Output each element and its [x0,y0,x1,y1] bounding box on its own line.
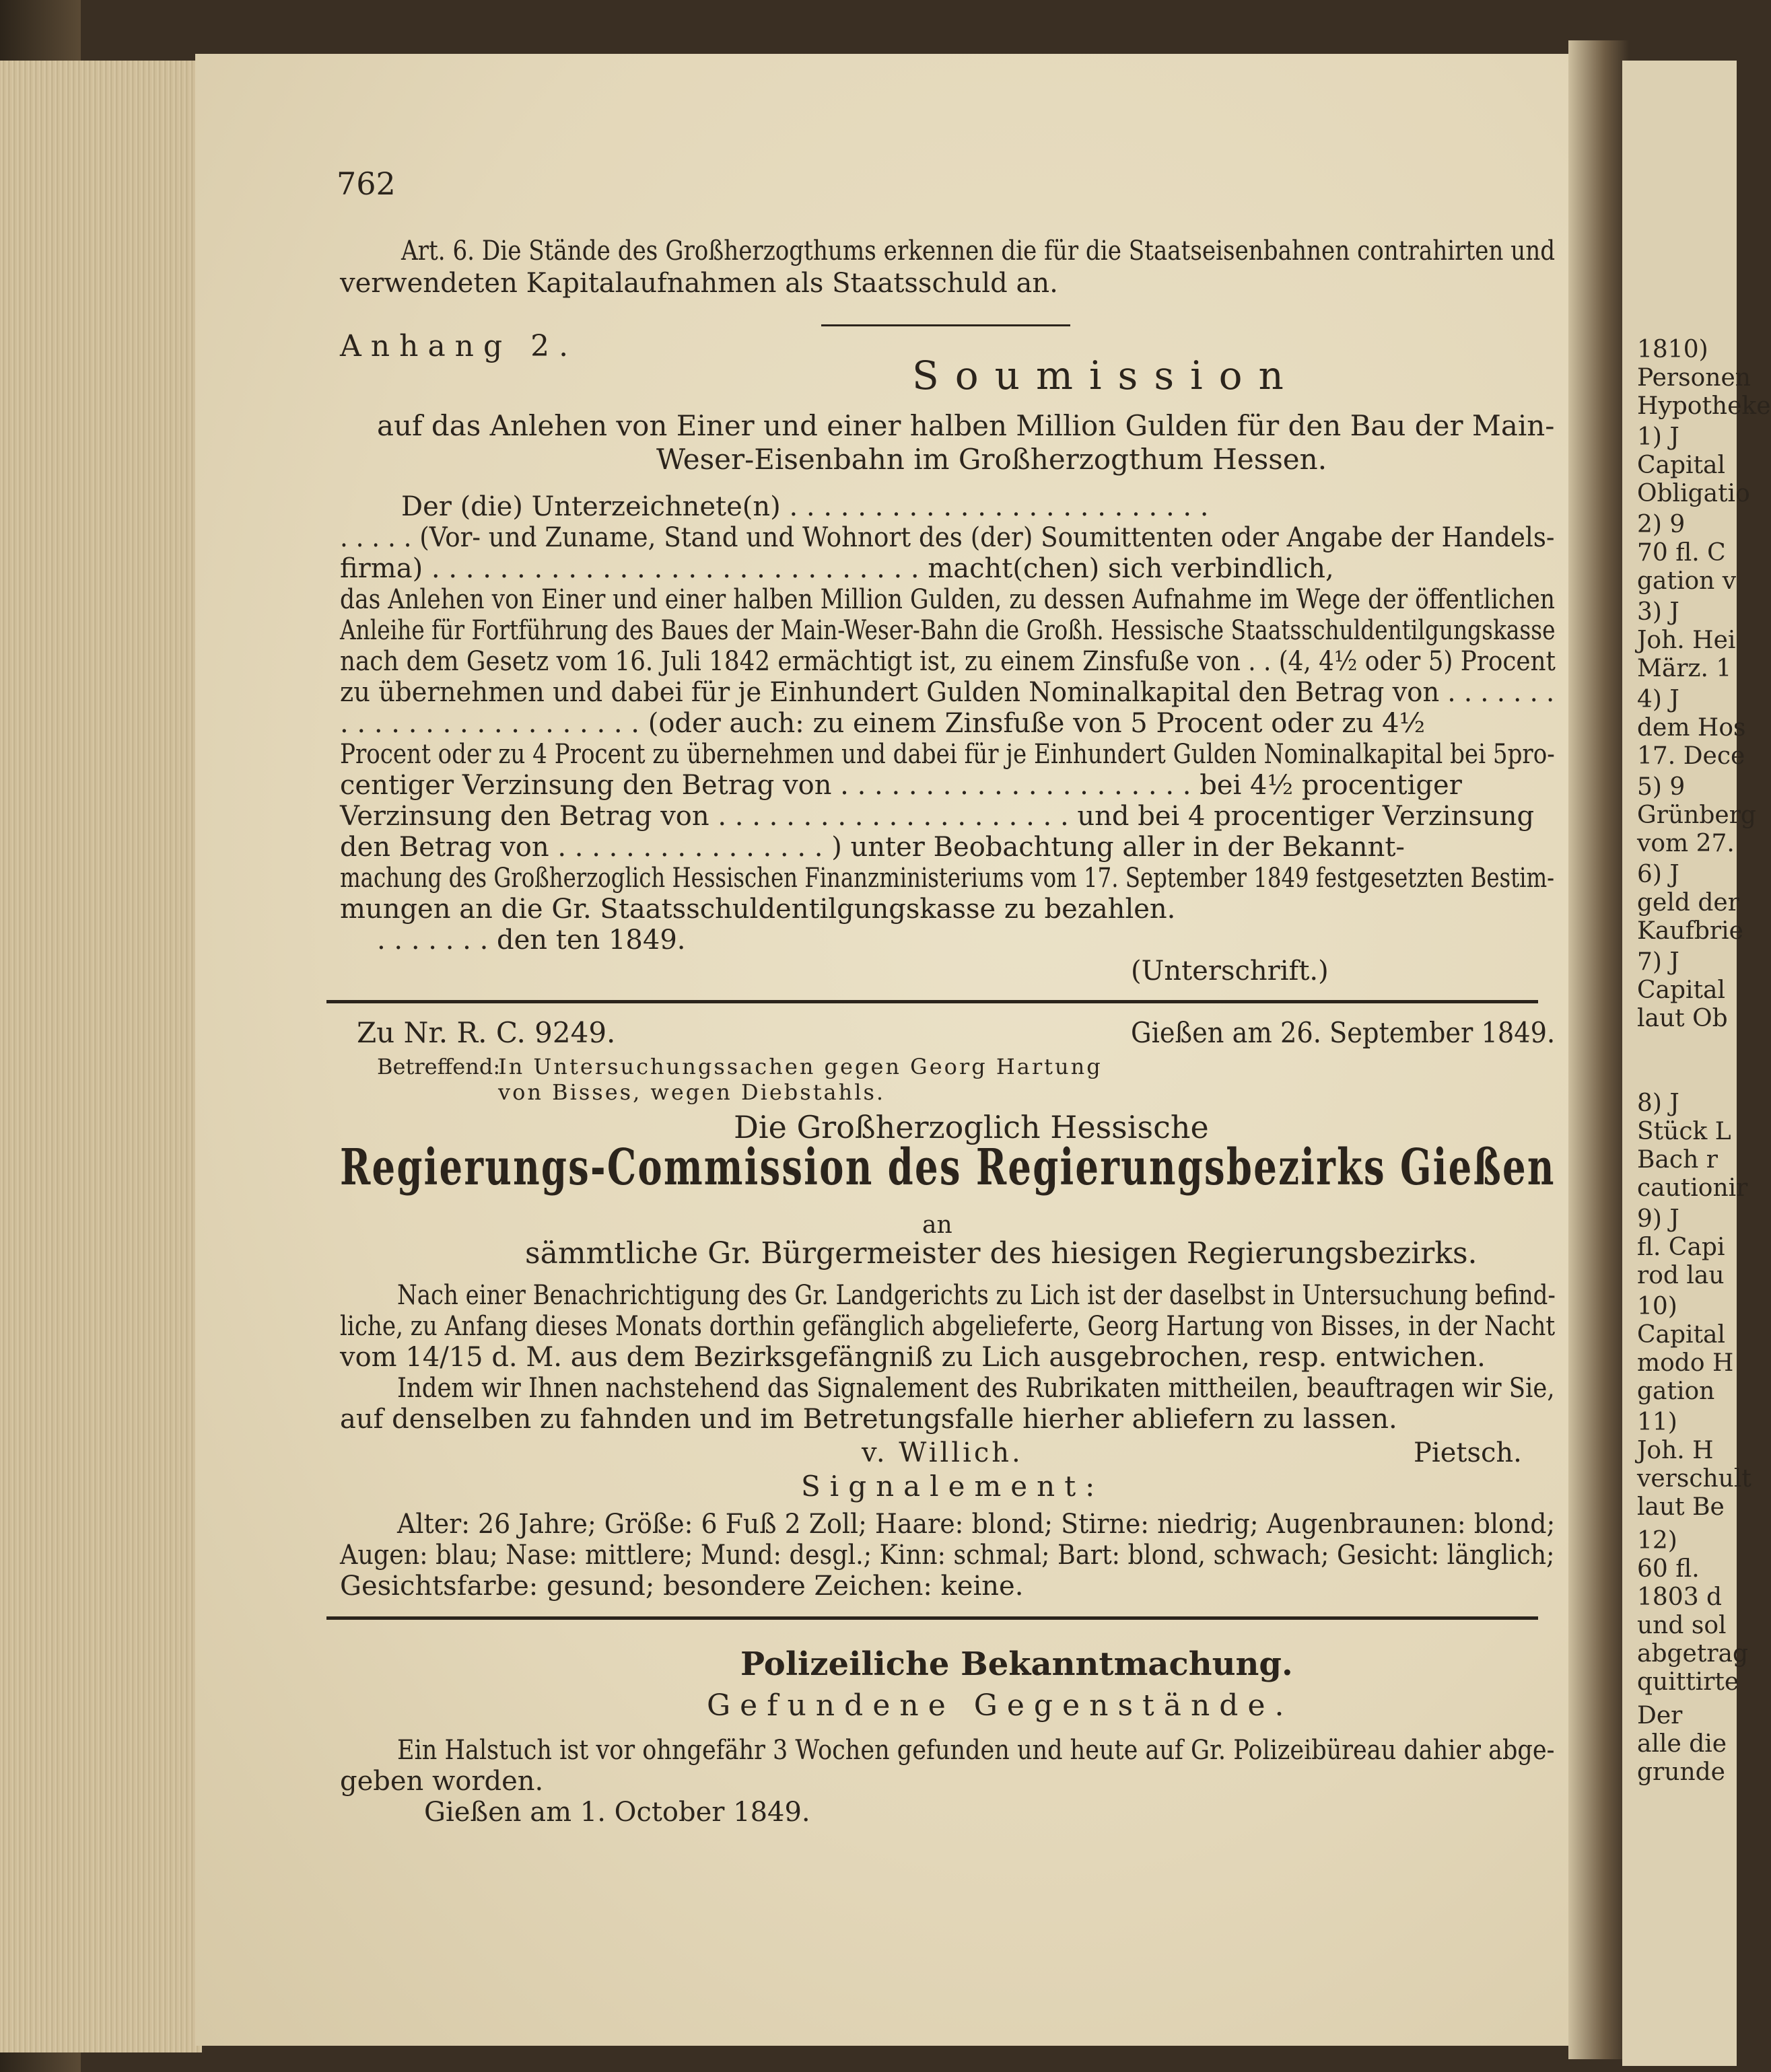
right-page-line: 5) 9 [1637,773,1686,801]
soumission-title: Soumission [912,353,1300,398]
right-page-line: Capital [1637,976,1726,1004]
right-page-line: gation [1637,1378,1715,1405]
soumission-line: zu übernehmen und dabei für je Einhundert Gulden Nominalkapital den Betrag von . . . . . . . [340,677,1555,708]
soumission-line: . . . . . . . . . . . . . . . . . . (oder auch: zu einem Zinsfuße von 5 Procent oder zu 4½ [340,708,1426,739]
gutter [1568,40,1629,2059]
soumission-subtitle-2: Weser-Eisenbahn im Großherzogthum Hessen. [656,443,1327,476]
right-page-line: 70 fl. C [1637,539,1726,567]
right-page-line: Kaufbrie [1637,917,1743,945]
right-page-line: Stück L [1637,1118,1731,1145]
right-page-line: 4) J [1637,686,1679,713]
right-page-line: 10) [1637,1293,1677,1320]
right-page-line: März. 1 [1637,655,1732,682]
police-notice-date: Gießen am 1. October 1849. [424,1797,810,1828]
right-page-line: fl. Capi [1637,1234,1725,1261]
right-page-line: abgetrag [1637,1640,1749,1668]
soumission-line: Der (die) Unterzeichnete(n) . . . . . . . . . . . . . . . . . . . . . . . . . [401,491,1209,522]
addressee: sämmtliche Gr. Bürgermeister des hiesigen Regierungsbezirks. [525,1236,1478,1271]
notice-body: Nach einer Benachrichtigung des Gr. Landgerichts zu Lich ist der daselbst in Untersuchung befind- [397,1280,1556,1311]
betreff-label: Betreffend: [377,1054,501,1079]
police-notice-line: geben worden. [340,1766,544,1797]
right-page-line: 60 fl. [1637,1555,1700,1583]
right-page-line: modo H [1637,1349,1734,1377]
section-rule [326,1000,1538,1003]
right-page-line: Capital [1637,1321,1726,1349]
right-page-line: 8) J [1637,1089,1679,1117]
right-page-line: 11) [1637,1408,1677,1436]
art6-line1: Art. 6. Die Stände des Großherzogthums erkennen die für die Staatseisenbahnen contrahirten und [401,236,1556,266]
soumission-line: centiger Verzinsung den Betrag von . . . . . . . . . . . . . . . . . . . . . bei 4½ procentiger [340,770,1462,801]
page-number: 762 [337,166,396,202]
separator [821,324,1070,326]
right-page-line: 9) J [1637,1205,1679,1233]
notice-body: vom 14/15 d. M. aus dem Bezirksgefängniß zu Lich ausgebrochen, resp. entwichen. [340,1342,1486,1373]
right-page-line: Joh. Hei [1637,627,1736,654]
police-notice-line: Ein Halstuch ist vor ohngefähr 3 Wochen gefunden und heute auf Gr. Polizeibüreau dahier abge- [397,1735,1555,1766]
police-notice-subtitle: Gefundene Gegenstände. [707,1688,1294,1723]
addressee-an: an [922,1211,952,1239]
anhang-label: Anhang 2. [340,329,578,363]
soumission-line: . . . . . (Vor- und Zuname, Stand und Wohnort des (der) Soumittenten oder Angabe der Handels- [340,522,1555,553]
notice-ref: Zu Nr. R. C. 9249. [357,1016,616,1049]
right-page-line: Grünberg [1637,801,1756,829]
right-page-line: 3) J [1637,598,1679,626]
soumission-line: Verzinsung den Betrag von . . . . . . . . . . . . . . . . . . . . . und bei 4 procentiger Verzinsung [340,801,1535,832]
right-page-line: 6) J [1637,861,1679,888]
signalement-line: Alter: 26 Jahre; Größe: 6 Fuß 2 Zoll; Haare: blond; Stirne: niedrig; Augenbraunen: blond; [397,1509,1556,1540]
right-page-line: geld der [1637,889,1739,917]
soumission-subtitle-1: auf das Anlehen von Einer und einer halben Million Gulden für den Bau der Main- [377,409,1555,442]
signalement-title: Signalement: [801,1470,1105,1503]
notice-body: liche, zu Anfang dieses Monats dorthin gefänglich abgelieferte, Georg Hartung von Bisses, in der Nacht [340,1311,1556,1342]
right-page-line: vom 27. [1637,830,1735,857]
right-page-line: gation v [1637,567,1737,595]
soumission-line: Anleihe für Fortführung des Baues der Main-Weser-Bahn die Großh. Hessische Staatsschuldentilgungskasse [340,615,1556,646]
right-page-line: Obligatio [1637,480,1750,507]
right-page-line: Capital [1637,452,1726,479]
authority-heading: Die Großherzoglich Hessische [734,1109,1209,1145]
art6-line2: verwendeten Kapitalaufnahmen als Staatsschuld an. [340,268,1058,299]
right-page-line: rod lau [1637,1262,1725,1289]
signalement-line: Augen: blau; Nase: mittlere; Mund: desgl.; Kinn: schmal; Bart: blond, schwach; Gesicht: länglich; [340,1540,1555,1571]
right-page-line: Bach r [1637,1146,1718,1174]
signalement-line: Gesichtsfarbe: gesund; besondere Zeichen: keine. [340,1571,1024,1602]
right-page-line: 1810) [1637,336,1708,363]
right-page-line: laut Ob [1637,1005,1728,1032]
soumission-line: den Betrag von . . . . . . . . . . . . . . . . ) unter Beobachtung aller in der Bekannt- [340,832,1405,863]
notice-place-date: Gießen am 26. September 1849. [1131,1016,1556,1049]
right-page-line: 2) 9 [1637,511,1686,538]
betreff-text-2: von Bisses, wegen Diebstahls. [498,1079,886,1105]
right-page-line: 17. Dece [1637,742,1745,770]
soumission-line: mungen an die Gr. Staatsschuldentilgungskasse zu bezahlen. [340,894,1176,925]
right-page-line: Joh. H [1637,1437,1714,1464]
soumission-line: machung des Großherzoglich Hessischen Finanzministeriums vom 17. September 1849 festgesetzten Bestim- [340,863,1555,894]
right-page-line: Der [1637,1702,1683,1729]
soumission-line: Procent oder zu 4 Procent zu übernehmen und dabei für je Einhundert Gulden Nominalkapital bei 5pro- [340,739,1555,770]
right-page-line: dem Hos [1637,714,1746,742]
soumission-line: nach dem Gesetz vom 16. Juli 1842 ermächtigt ist, zu einem Zinsfuße von . . (4, 4½ oder 5) Procent [340,646,1556,677]
right-page-line: alle die [1637,1730,1727,1758]
betreff-text-1: In Untersuchungssachen gegen Georg Hartung [498,1054,1103,1079]
right-page-line: und sol [1637,1612,1727,1639]
authority-title: Regierungs-Commission des Regierungsbezirks Gießen [340,1139,1556,1196]
soumission-signature: (Unterschrift.) [1131,956,1329,987]
section-rule [326,1616,1538,1620]
page-edges [0,61,202,2052]
police-notice-title: Polizeiliche Bekanntmachung. [740,1645,1293,1683]
soumission-line: firma) . . . . . . . . . . . . . . . . . . . . . . . . . . . . . macht(chen) sich verbindlich, [340,553,1334,584]
right-page-line: 12) [1637,1527,1677,1555]
right-page-line: laut Be [1637,1493,1725,1521]
signer-pietsch: Pietsch. [1414,1437,1522,1468]
soumission-line: das Anlehen von Einer und einer halben Million Gulden, zu dessen Aufnahme im Wege der öffentlichen [340,584,1556,615]
right-page-line: 7) J [1637,948,1679,976]
right-page-line: cautionir [1637,1174,1748,1202]
right-page-line: Personen [1637,364,1751,392]
right-page-line: 1) J [1637,423,1679,451]
right-page-line: grunde [1637,1758,1725,1786]
notice-body: Indem wir Ihnen nachstehend das Signalement des Rubrikaten mittheilen, beauftragen wir Sie, [397,1373,1555,1404]
notice-body: auf denselben zu fahnden und im Betretungsfalle hierher abliefern zu lassen. [340,1404,1397,1435]
right-page-line: Hypotheke [1637,392,1771,420]
right-page-line: quittirte [1637,1668,1739,1696]
soumission-date-line: . . . . . . . den ten 1849. [377,925,686,956]
signer-willich: v. Willich. [862,1437,1023,1468]
right-page-line: verschult [1637,1465,1751,1493]
right-page-line: 1803 d [1637,1583,1723,1611]
